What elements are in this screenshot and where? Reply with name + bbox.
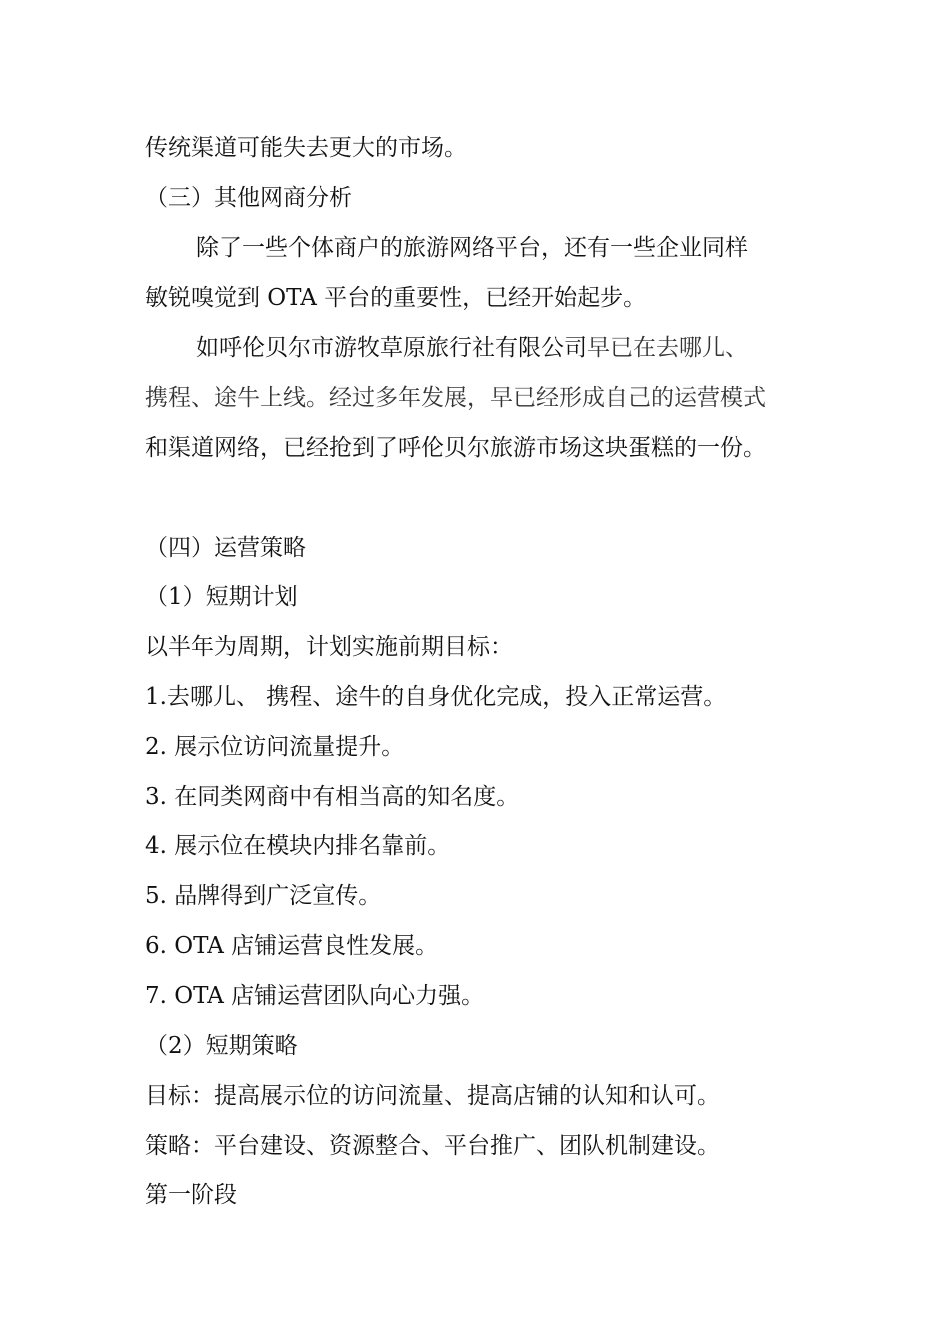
section-heading-operation-strategy: （四）运营策略: [145, 535, 306, 561]
company-name: 呼伦贝尔市游牧草原旅行社有限公司: [219, 335, 587, 361]
list-item: 3. 在同类网商中有相当高的知名度。: [145, 784, 520, 810]
paragraph-line: 携程、途牛上线。经过多年发展，早已经形成自己的运营模式: [145, 385, 766, 411]
paragraph-line: 第一阶段: [145, 1182, 237, 1208]
list-item: 6. OTA 店铺运营良性发展。: [145, 933, 439, 959]
paragraph-line: 策略：平台建设、资源整合、平台推广、团队机制建设。: [145, 1133, 720, 1159]
list-item: 7. OTA 店铺运营团队向心力强。: [145, 983, 485, 1009]
paragraph-line: 传统渠道可能失去更大的市场。: [145, 135, 467, 161]
paragraph-line: 除了一些个体商户的旅游网络平台，还有一些企业同样: [196, 235, 748, 261]
paragraph-line: 和渠道网络，已经抢到了呼伦贝尔旅游市场这块蛋糕的一份。: [145, 435, 766, 461]
subsection-heading-short-term-plan: （1）短期计划: [145, 584, 298, 610]
list-item: 2. 展示位访问流量提升。: [145, 734, 405, 760]
text-prefix: 如: [196, 335, 219, 361]
list-item: 1.去哪儿、 携程、途牛的自身优化完成，投入正常运营。: [145, 684, 727, 710]
paragraph-line: [196, 333, 748, 363]
text-suffix: 早已在去哪儿、: [587, 335, 748, 361]
paragraph-line: 以半年为周期，计划实施前期目标：: [145, 634, 513, 660]
subsection-heading-short-term-strategy: （2）短期策略: [145, 1033, 298, 1059]
paragraph-line: 目标：提高展示位的访问流量、提高店铺的认知和认可。: [145, 1083, 720, 1109]
paragraph-line: 敏锐嗅觉到 OTA 平台的重要性，已经开始起步。: [145, 285, 647, 311]
section-heading-other-merchants: （三）其他网商分析: [145, 185, 352, 211]
list-item: 5. 品牌得到广泛宣传。: [145, 883, 382, 909]
list-item: 4. 展示位在模块内排名靠前。: [145, 833, 451, 859]
